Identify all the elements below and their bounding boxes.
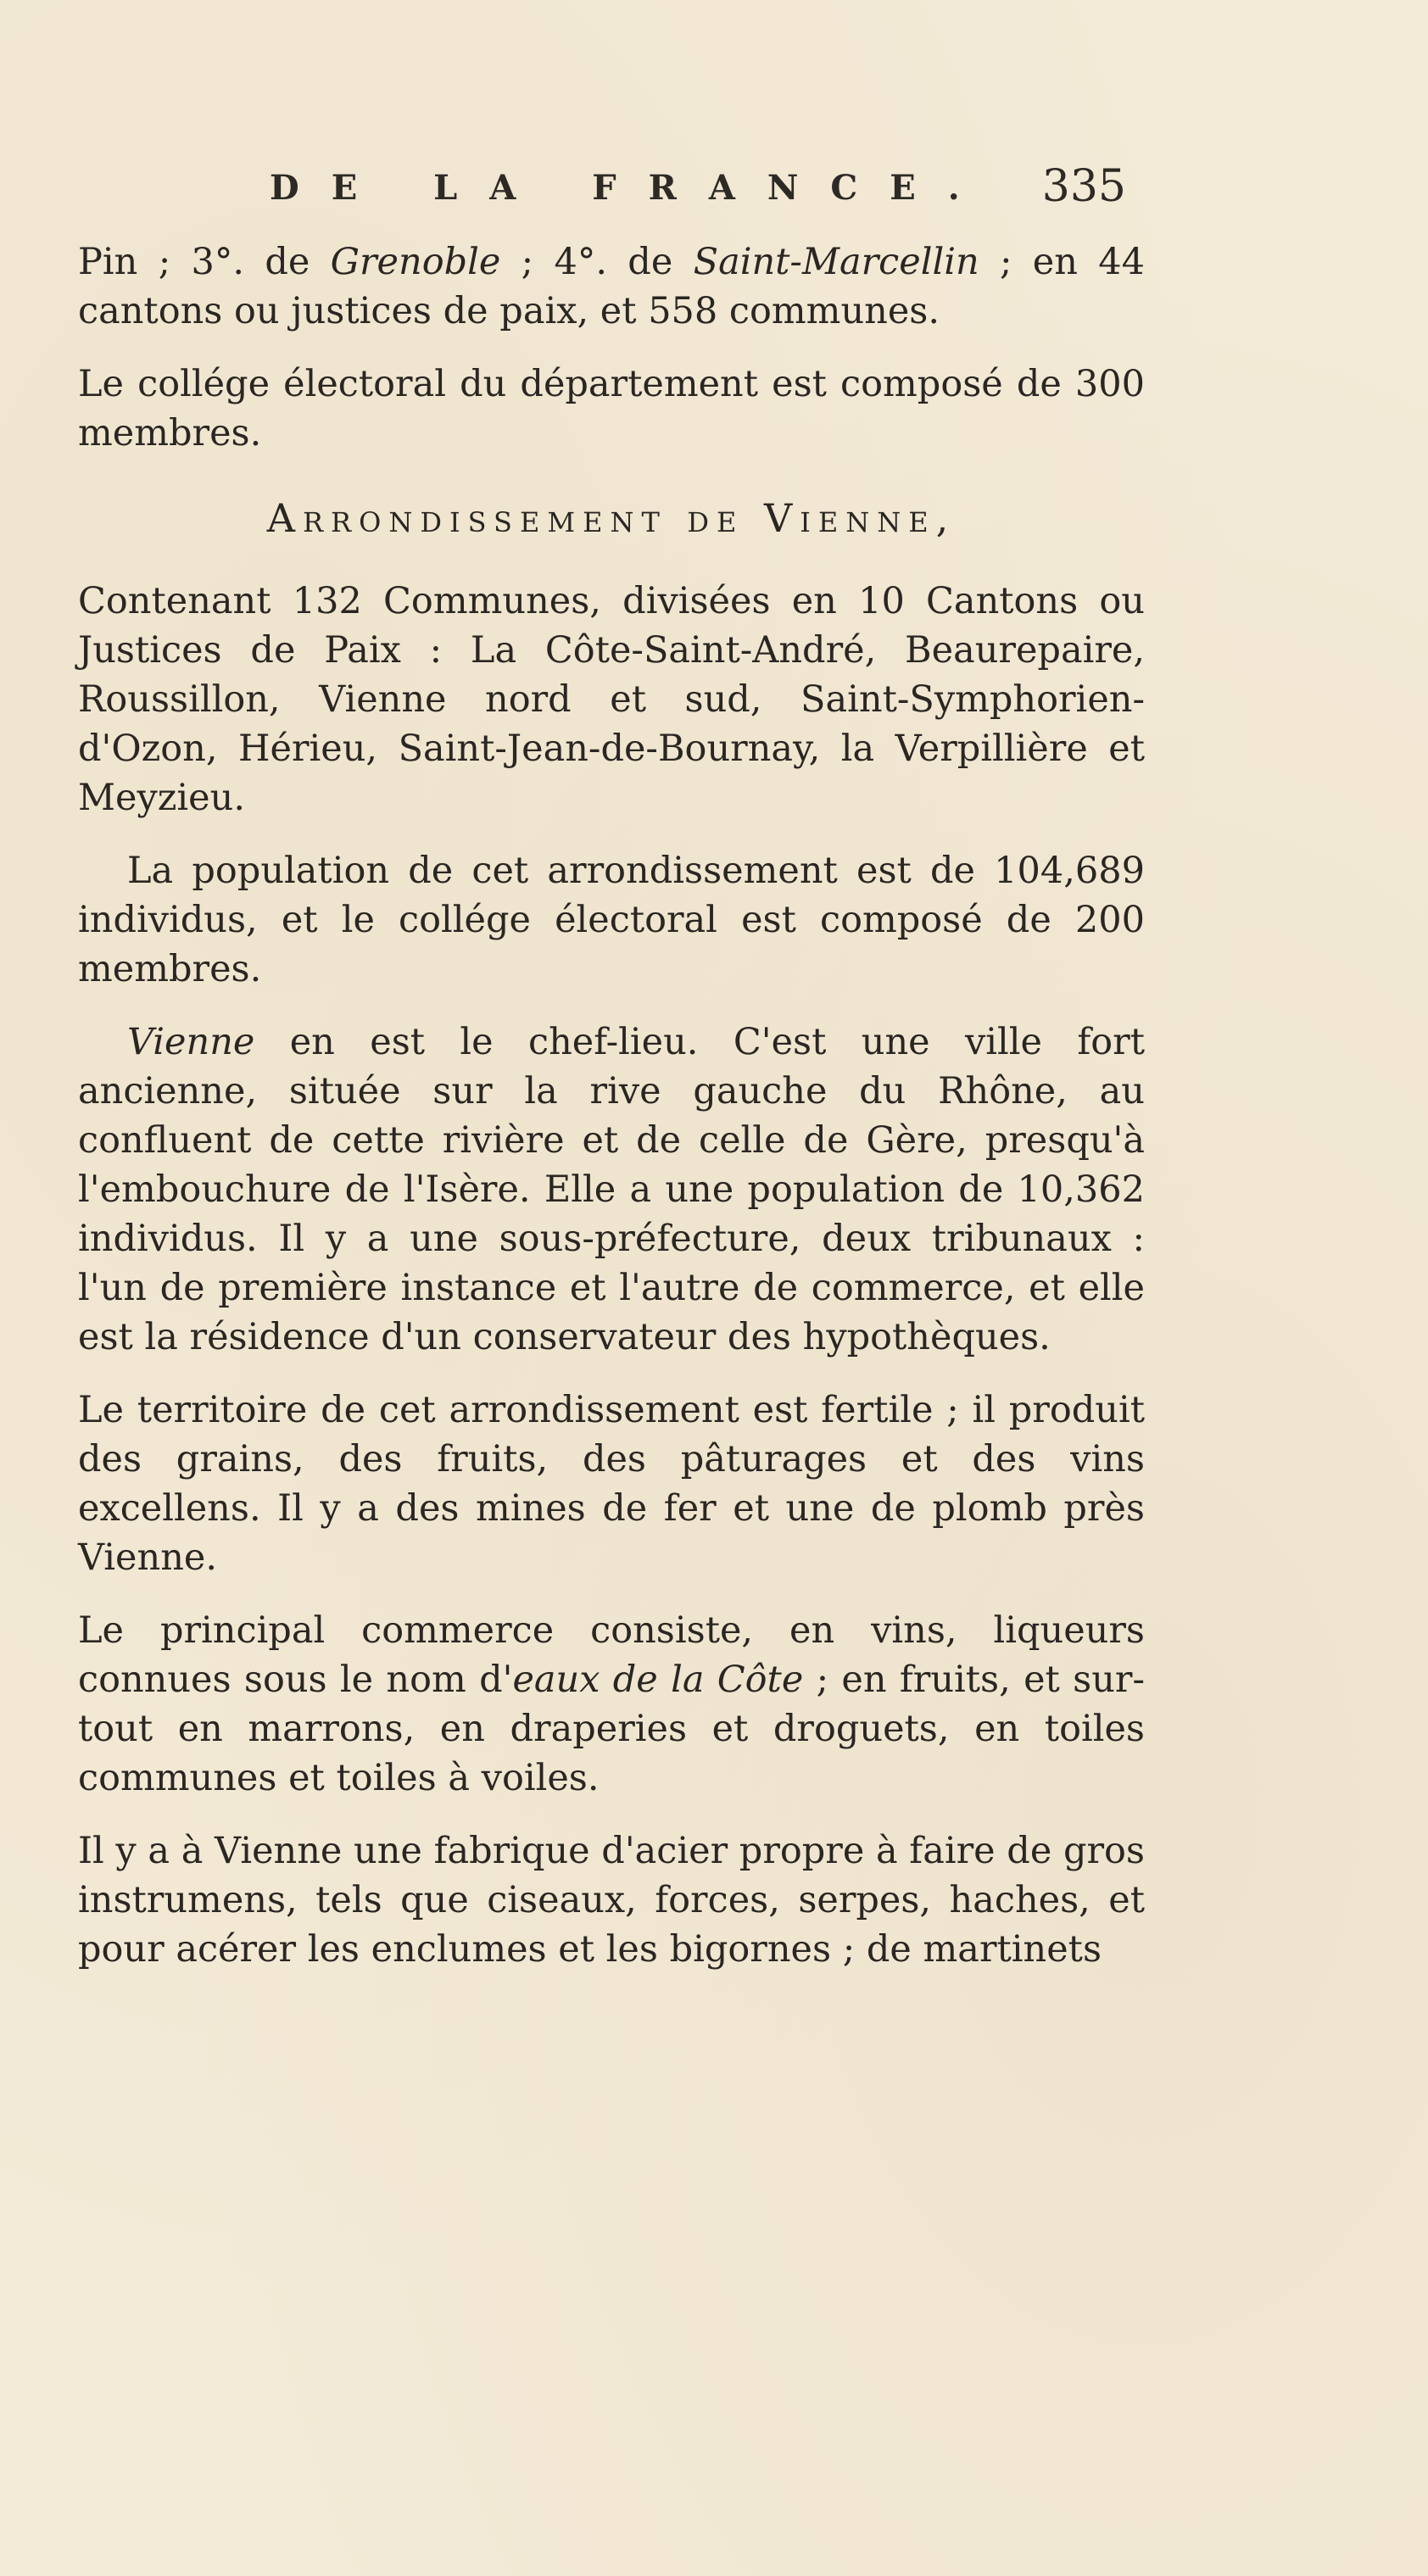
place-name-italic: Grenoble <box>330 241 501 283</box>
product-name-italic: eaux de la Côte <box>512 1659 804 1701</box>
paragraph-college: Le collége électoral du département est composé de 300 membres. <box>78 363 1145 454</box>
running-head <box>270 161 1126 212</box>
paragraph-steel: Il y a à Vienne une fabrique d'acier propre à faire de gros instrumens, tels que ciseaux, forces, serpes, haches, et pour acérer les enclumes et les bigornes ; de martinets <box>78 1830 1145 1971</box>
text-run: Le principal commerce consiste, en vins, liqueurs connues sous le nom d' <box>78 1609 1145 1701</box>
paragraph-population: La population de cet arrondissement est de 104,689 individus, et le collége électoral est composé de 200 membres. <box>78 850 1145 990</box>
paragraph-cantons: Contenant 132 Communes, divisées en 10 Cantons ou Justices de Paix : La Côte-Saint-André, Beaurepaire, Roussillon, Vienne nord et sud, Saint-Symphorien-d'Ozon, Hérieu, Saint-Jean-de-Bournay, la Verpillière et Meyzieu. <box>78 580 1145 819</box>
text-run: Pin ; 3°. de <box>78 241 331 283</box>
place-name-italic: Saint-Marcellin <box>693 241 979 283</box>
text-run: en est le chef-lieu. C'est une ville fort ancienne, située sur la rive gauche du Rhône, au confluent de cette rivière et de celle de Gère, presqu'à l'embouchure de l'Isère. Elle a une population de 10,362 individus. Il y a une sous-préfecture, deux tribunaux : l'un de première instance et l'autre de commerce, et elle est la résidence d'un conservateur des hypothèques. <box>78 1021 1145 1358</box>
running-title: DE LA FRANCE. <box>270 168 992 208</box>
body-text <box>78 237 1145 1998</box>
place-name-italic: Vienne <box>127 1021 255 1063</box>
text-run: ; en 44 cantons ou justices de paix, et 558 communes. <box>78 241 1145 332</box>
paragraph-continuation <box>78 237 1145 336</box>
paragraph-vienne <box>78 1018 1145 1362</box>
paragraph-commerce <box>78 1606 1145 1803</box>
text-run: ; 4°. de <box>500 241 694 283</box>
paragraph-territory: Le territoire de cet arrondissement est fertile ; il produit des grains, des fruits, des pâturages et des vins excellens. Il y a des mines de fer et une de plomb près Vienne. <box>78 1389 1145 1579</box>
section-heading: Arrondissement de Vienne, <box>266 495 957 541</box>
text-run: ; en fruits, et sur-tout en marrons, en draperies et droguets, en toiles communes et toiles à voiles. <box>78 1659 1145 1799</box>
page-number: 335 <box>1041 161 1126 212</box>
